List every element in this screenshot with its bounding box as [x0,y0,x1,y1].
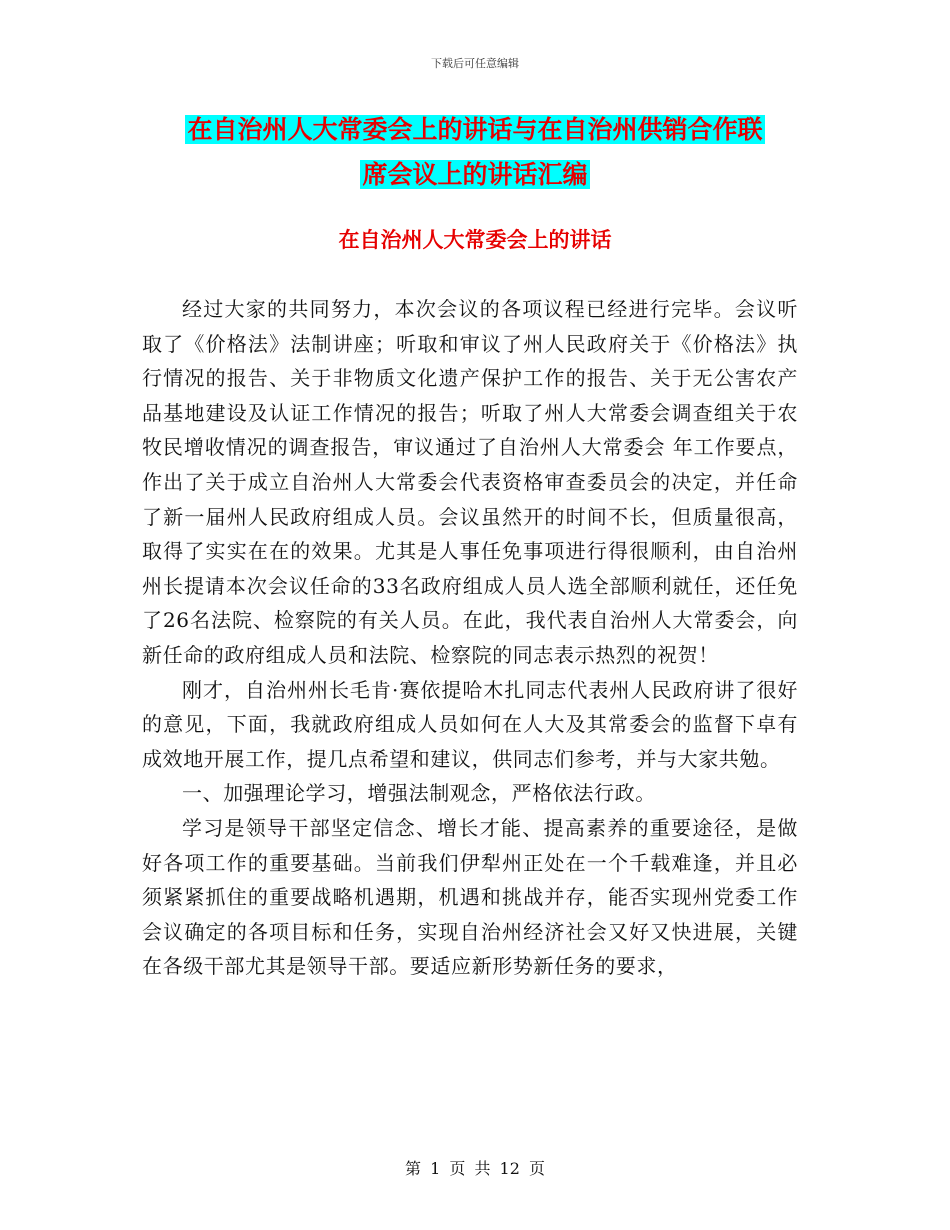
paragraph-3: 一、加强理论学习，增强法制观念，严格依法行政。 [182,781,656,806]
title-highlight-2: 席会议上的讲话汇编 [362,160,588,189]
section-title: 在自治州人大常委会上的讲话 [338,228,612,252]
paragraph-2: 刚才，自治州州长毛肯·赛依提哈木扎同志代表州人民政府讲了很好的意见，下面，我就政府组成人员如何在人大及其常委会的监督下卓有成效地开展工作，提几点希望和建议，供同志们参考，并与大家共勉。 [142,677,798,771]
document-title-line-1 [0,113,950,147]
document-body [142,292,798,984]
header-note: 下载后可任意编辑 [431,57,519,70]
document-title-line-2 [0,158,950,192]
title-highlight-1: 在自治州人大常委会上的讲话与在自治州供销合作联 [187,115,763,144]
paragraph-4: 学习是领导干部坚定信念、增长才能、提高素养的重要途径，是做好各项工作的重要基础。当前我们伊犁州正处在一个千载难逢，并且必须紧紧抓住的重要战略机遇期，机遇和挑战并存，能否实现州党委工作会议确定的各项目标和任务，实现自治州经济社会又好又快进展，关键在各级干部尤其是领导干部。要适应新形势新任务的要求， [142,815,798,979]
paragraph-1: 经过大家的共同努力，本次会议的各项议程已经进行完毕。会议听取了《价格法》法制讲座；听取和审议了州人民政府关于《价格法》执行情况的报告、关于非物质文化遗产保护工作的报告、关于无公害农产品基地建设及认证工作情况的报告；听取了州人大常委会调查组关于农牧民增收情况的调查报告，审议通过了自治州人大常委会 年工作要点，作出了关于成立自治州人大常委会代表资格审查委员会的决定，并任命了新一届州人民政府组成人员。会议虽然开的时间不长，但质量很高，取得了实实在在的效果。尤其是人事任免事项进行得很顺利，由自治州州长提请本次会议任命的33名政府组成人员人选全部顺利就任，还任免了26名法院、检察院的有关人员。在此，我代表自治州人大常委会，向新任命的政府组成人员和法院、检察院的同志表示热烈的祝贺！ [142,297,798,667]
page-footer: 第 1 页 共 12 页 [405,1159,545,1178]
